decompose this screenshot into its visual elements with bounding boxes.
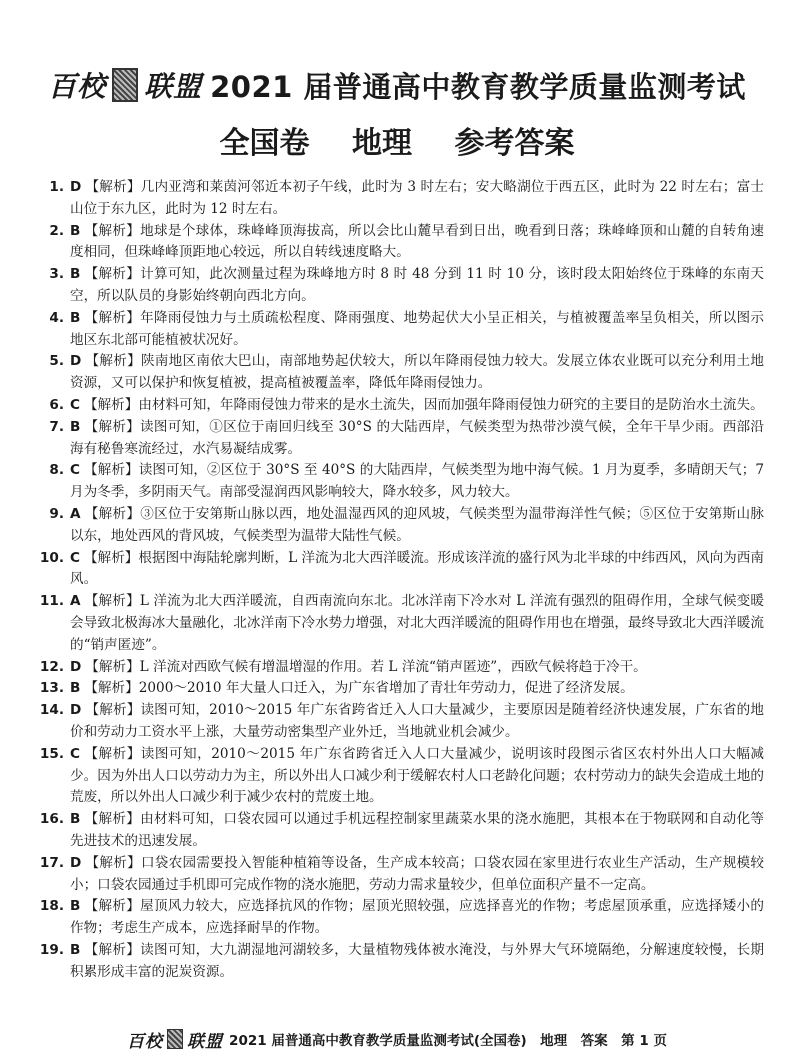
answer-body — [70, 657, 764, 679]
answer-body — [70, 308, 764, 352]
answer-choice: D — [70, 353, 82, 370]
page-subtitle — [0, 118, 794, 162]
answer-choice: C — [70, 462, 80, 479]
answer-choice: D — [70, 854, 82, 871]
answer-body — [70, 853, 764, 897]
footer-seal-icon — [167, 1029, 183, 1049]
answer-explanation: 【解析】读图可知，①区位于南回归线至 30°S 的大陆西岸，气候类型为热带沙漠气候，全年干旱少雨。西部沿海有秘鲁寒流经过，水汽易凝结成雾。 — [70, 418, 764, 457]
answer-number: 15. — [39, 745, 64, 762]
page-title: 2021 届普通高中教育教学质量监测考试 — [210, 69, 746, 104]
answer-explanation: 【解析】年降雨侵蚀力与土质疏松程度、降雨强度、地势起伏大小呈正相关，与植被覆盖率呈负相关，所以图示地区东北部可能植被状况好。 — [70, 309, 764, 348]
answer-number: 19. — [39, 941, 64, 958]
answer-number: 8. — [49, 462, 64, 479]
answer-body — [70, 678, 764, 700]
answer-choice: B — [70, 898, 81, 915]
answer-body — [70, 460, 764, 504]
answer-number: 5. — [49, 353, 64, 370]
footer-text: 2021 届普通高中教育教学质量监测考试(全国卷) 地理 答案 第 1 页 — [229, 1033, 667, 1049]
answer-item — [36, 940, 764, 984]
header-title-row — [0, 60, 794, 110]
answer-item — [36, 678, 764, 700]
answer-choice: D — [70, 179, 82, 195]
answer-list — [36, 177, 764, 983]
answer-item — [36, 221, 764, 265]
answer-choice: B — [70, 266, 81, 283]
answer-item — [36, 657, 764, 679]
answer-number: 12. — [39, 658, 64, 675]
subtitle-subject: 地理 — [352, 126, 412, 161]
answer-item — [36, 809, 764, 853]
answer-explanation: 【解析】地球是个球体，珠峰峰顶海拔高，所以会比山麓早看到日出，晚看到日落；珠峰峰顶和山麓的自转角速度相同，但珠峰峰顶距地心较远，所以自转线速度略大。 — [70, 222, 764, 261]
answer-explanation: 【解析】读图可知，2010～2015 年广东省跨省迁入人口大量减少，主要原因是随着经济快速发展，广东省的地价和劳动力工资水平上涨，大量劳动密集型产业外迁，当地就业机会减少。 — [70, 702, 764, 740]
answer-item — [36, 548, 764, 592]
answer-number: 3. — [49, 266, 64, 283]
answer-body — [70, 221, 764, 265]
answer-choice: C — [70, 745, 80, 762]
answer-item — [36, 351, 764, 395]
answer-choice: D — [70, 702, 82, 719]
answer-number: 14. — [39, 702, 64, 719]
answer-choice: D — [70, 658, 82, 675]
answer-choice: C — [70, 549, 80, 566]
answer-body — [70, 177, 764, 221]
answer-explanation: 【解析】2000～2010 年大量人口迁入，为广东省增加了青壮年劳动力，促进了经济发展。 — [84, 680, 634, 697]
answer-explanation: 【解析】读图可知，2010～2015 年广东省跨省迁入人口大量减少，说明该时段图示省区农村外出人口大幅减少。因为外出人口以劳动力为主，所以外出人口减少利于缓解农村人口老龄化问题；农村劳动力的缺失会造成土地的荒废，所以外出人口减少利于减少农村的荒废土地。 — [70, 745, 764, 806]
answer-number: 6. — [49, 396, 64, 413]
answer-number: 13. — [39, 680, 64, 697]
answer-body — [70, 896, 764, 940]
answer-item — [36, 460, 764, 504]
answer-item — [36, 504, 764, 548]
logo-text-right: 联盟 — [144, 70, 203, 103]
answer-choice: B — [70, 680, 81, 697]
answer-body — [70, 744, 764, 809]
subtitle-exam: 全国卷 — [219, 126, 310, 161]
answer-explanation: 【解析】几内亚湾和莱茵河邻近本初子午线，此时为 3 时左右；安大略湖位于西五区，此时为 22 时左右；富士山位于东九区，此时为 12 时左右。 — [70, 179, 764, 217]
answer-explanation: 【解析】由材料可知，年降雨侵蚀力带来的是水土流失，因而加强年降雨侵蚀力研究的主要目的是防治水土流失。 — [83, 396, 764, 413]
answer-choice: B — [70, 418, 81, 435]
answer-choice: C — [70, 396, 80, 413]
answer-number: 16. — [39, 811, 64, 828]
answer-number: 2. — [49, 222, 64, 239]
answer-body — [70, 700, 764, 744]
answer-item — [36, 395, 764, 417]
answer-choice: A — [70, 505, 81, 522]
answer-item — [36, 264, 764, 308]
answer-choice: A — [70, 593, 81, 610]
subtitle-type: 参考答案 — [454, 126, 575, 161]
answer-number: 17. — [39, 854, 64, 871]
answer-body — [70, 351, 764, 395]
answer-explanation: 【解析】③区位于安第斯山脉以西，地处温湿西风的迎风坡，气候类型为温带海洋性气候；⑤区位于安第斯山脉以东，地处西风的背风坡，气候类型为温带大陆性气候。 — [70, 505, 764, 544]
answer-item — [36, 591, 764, 656]
answer-number: 11. — [39, 593, 64, 610]
answer-item — [36, 896, 764, 940]
answer-explanation: 【解析】口袋农园需要投入智能种植箱等设备，生产成本较高；口袋农园在家里进行农业生产活动，生产规模较小；口袋农园通过手机即可完成作物的浇水施肥，劳动力需求量较少，但单位面积产量不一定高。 — [70, 854, 764, 893]
answer-item — [36, 853, 764, 897]
answer-body — [70, 809, 764, 853]
answer-item — [36, 744, 764, 809]
answer-body — [70, 417, 764, 461]
answer-item — [36, 177, 764, 221]
answer-number: 9. — [49, 505, 64, 522]
answer-item — [36, 700, 764, 744]
answer-number: 18. — [39, 898, 64, 915]
answer-body — [70, 940, 764, 984]
answer-number: 4. — [49, 309, 64, 326]
answer-choice: B — [70, 811, 81, 828]
answer-number: 7. — [49, 418, 64, 435]
seal-icon — [112, 68, 138, 102]
answer-explanation: 【解析】L 洋流为北大西洋暖流，自西南流向东北。北冰洋南下冷水对 L 洋流有强烈的阻碍作用，全球气候变暖会导致北极海冰大量融化，北冰洋南下冷水势力增强，对北大西洋暖流的阻碍作用也在增强，最终导致北大西洋暖流的“销声匿迹”。 — [70, 593, 764, 653]
answer-body — [70, 504, 764, 548]
answer-explanation: 【解析】根据图中海陆轮廓判断，L 洋流为北大西洋暖流。形成该洋流的盛行风为北半球的中纬西风，风向为西南风。 — [70, 549, 764, 588]
answer-body — [70, 548, 764, 592]
answer-choice: B — [70, 222, 81, 239]
footer-logo-right: 联盟 — [187, 1031, 224, 1052]
answer-explanation: 【解析】由材料可知，口袋农园可以通过手机远程控制家里蔬菜水果的浇水施肥，其根本在于物联网和自动化等先进技术的迅速发展。 — [70, 811, 764, 849]
answer-explanation: 【解析】计算可知，此次测量过程为珠峰地方时 8 时 48 分到 11 时 10 分，该时段太阳始终位于珠峰的东南天空，所以队员的身影始终朝向西北方向。 — [70, 266, 764, 304]
answer-number: 1. — [49, 179, 64, 195]
logo-text-left: 百校 — [48, 70, 107, 103]
answer-choice: B — [70, 941, 81, 958]
answer-number: 10. — [39, 549, 64, 566]
answer-item — [36, 417, 764, 461]
answer-body — [70, 264, 764, 308]
answer-body — [70, 395, 764, 417]
footer-logo-left: 百校 — [127, 1031, 164, 1052]
answer-body — [70, 591, 764, 656]
answer-explanation: 【解析】陕南地区南依大巴山，南部地势起伏较大，所以年降雨侵蚀力较大。发展立体农业既可以充分利用土地资源，又可以保护和恢复植被，提高植被覆盖率，降低年降雨侵蚀力。 — [70, 353, 764, 392]
answer-explanation: 【解析】L 洋流对西欧气候有增温增湿的作用。若 L 洋流“销声匿迹”，西欧气候将趋于冷干。 — [85, 658, 647, 675]
answer-explanation: 【解析】读图可知，②区位于 30°S 至 40°S 的大陆西岸，气候类型为地中海气候。1 月为夏季，多晴朗天气；7 月为冬季，多阴雨天气。南部受湿润西风影响较大，降水较多，风力较大。 — [70, 462, 764, 501]
answer-explanation: 【解析】屋顶风力较大，应选择抗风的作物；屋顶光照较强，应选择喜光的作物；考虑屋顶承重，应选择矮小的作物；考虑生产成本，应选择耐旱的作物。 — [70, 898, 764, 937]
page-footer — [0, 1026, 794, 1052]
brand-logo — [48, 65, 202, 105]
answer-item — [36, 308, 764, 352]
answer-choice: B — [70, 309, 81, 326]
answer-explanation: 【解析】读图可知，大九湖湿地河湖较多，大量植物残体被水淹没，与外界大气环境隔绝，分解速度较慢，长期积累形成丰富的泥炭资源。 — [70, 941, 764, 980]
